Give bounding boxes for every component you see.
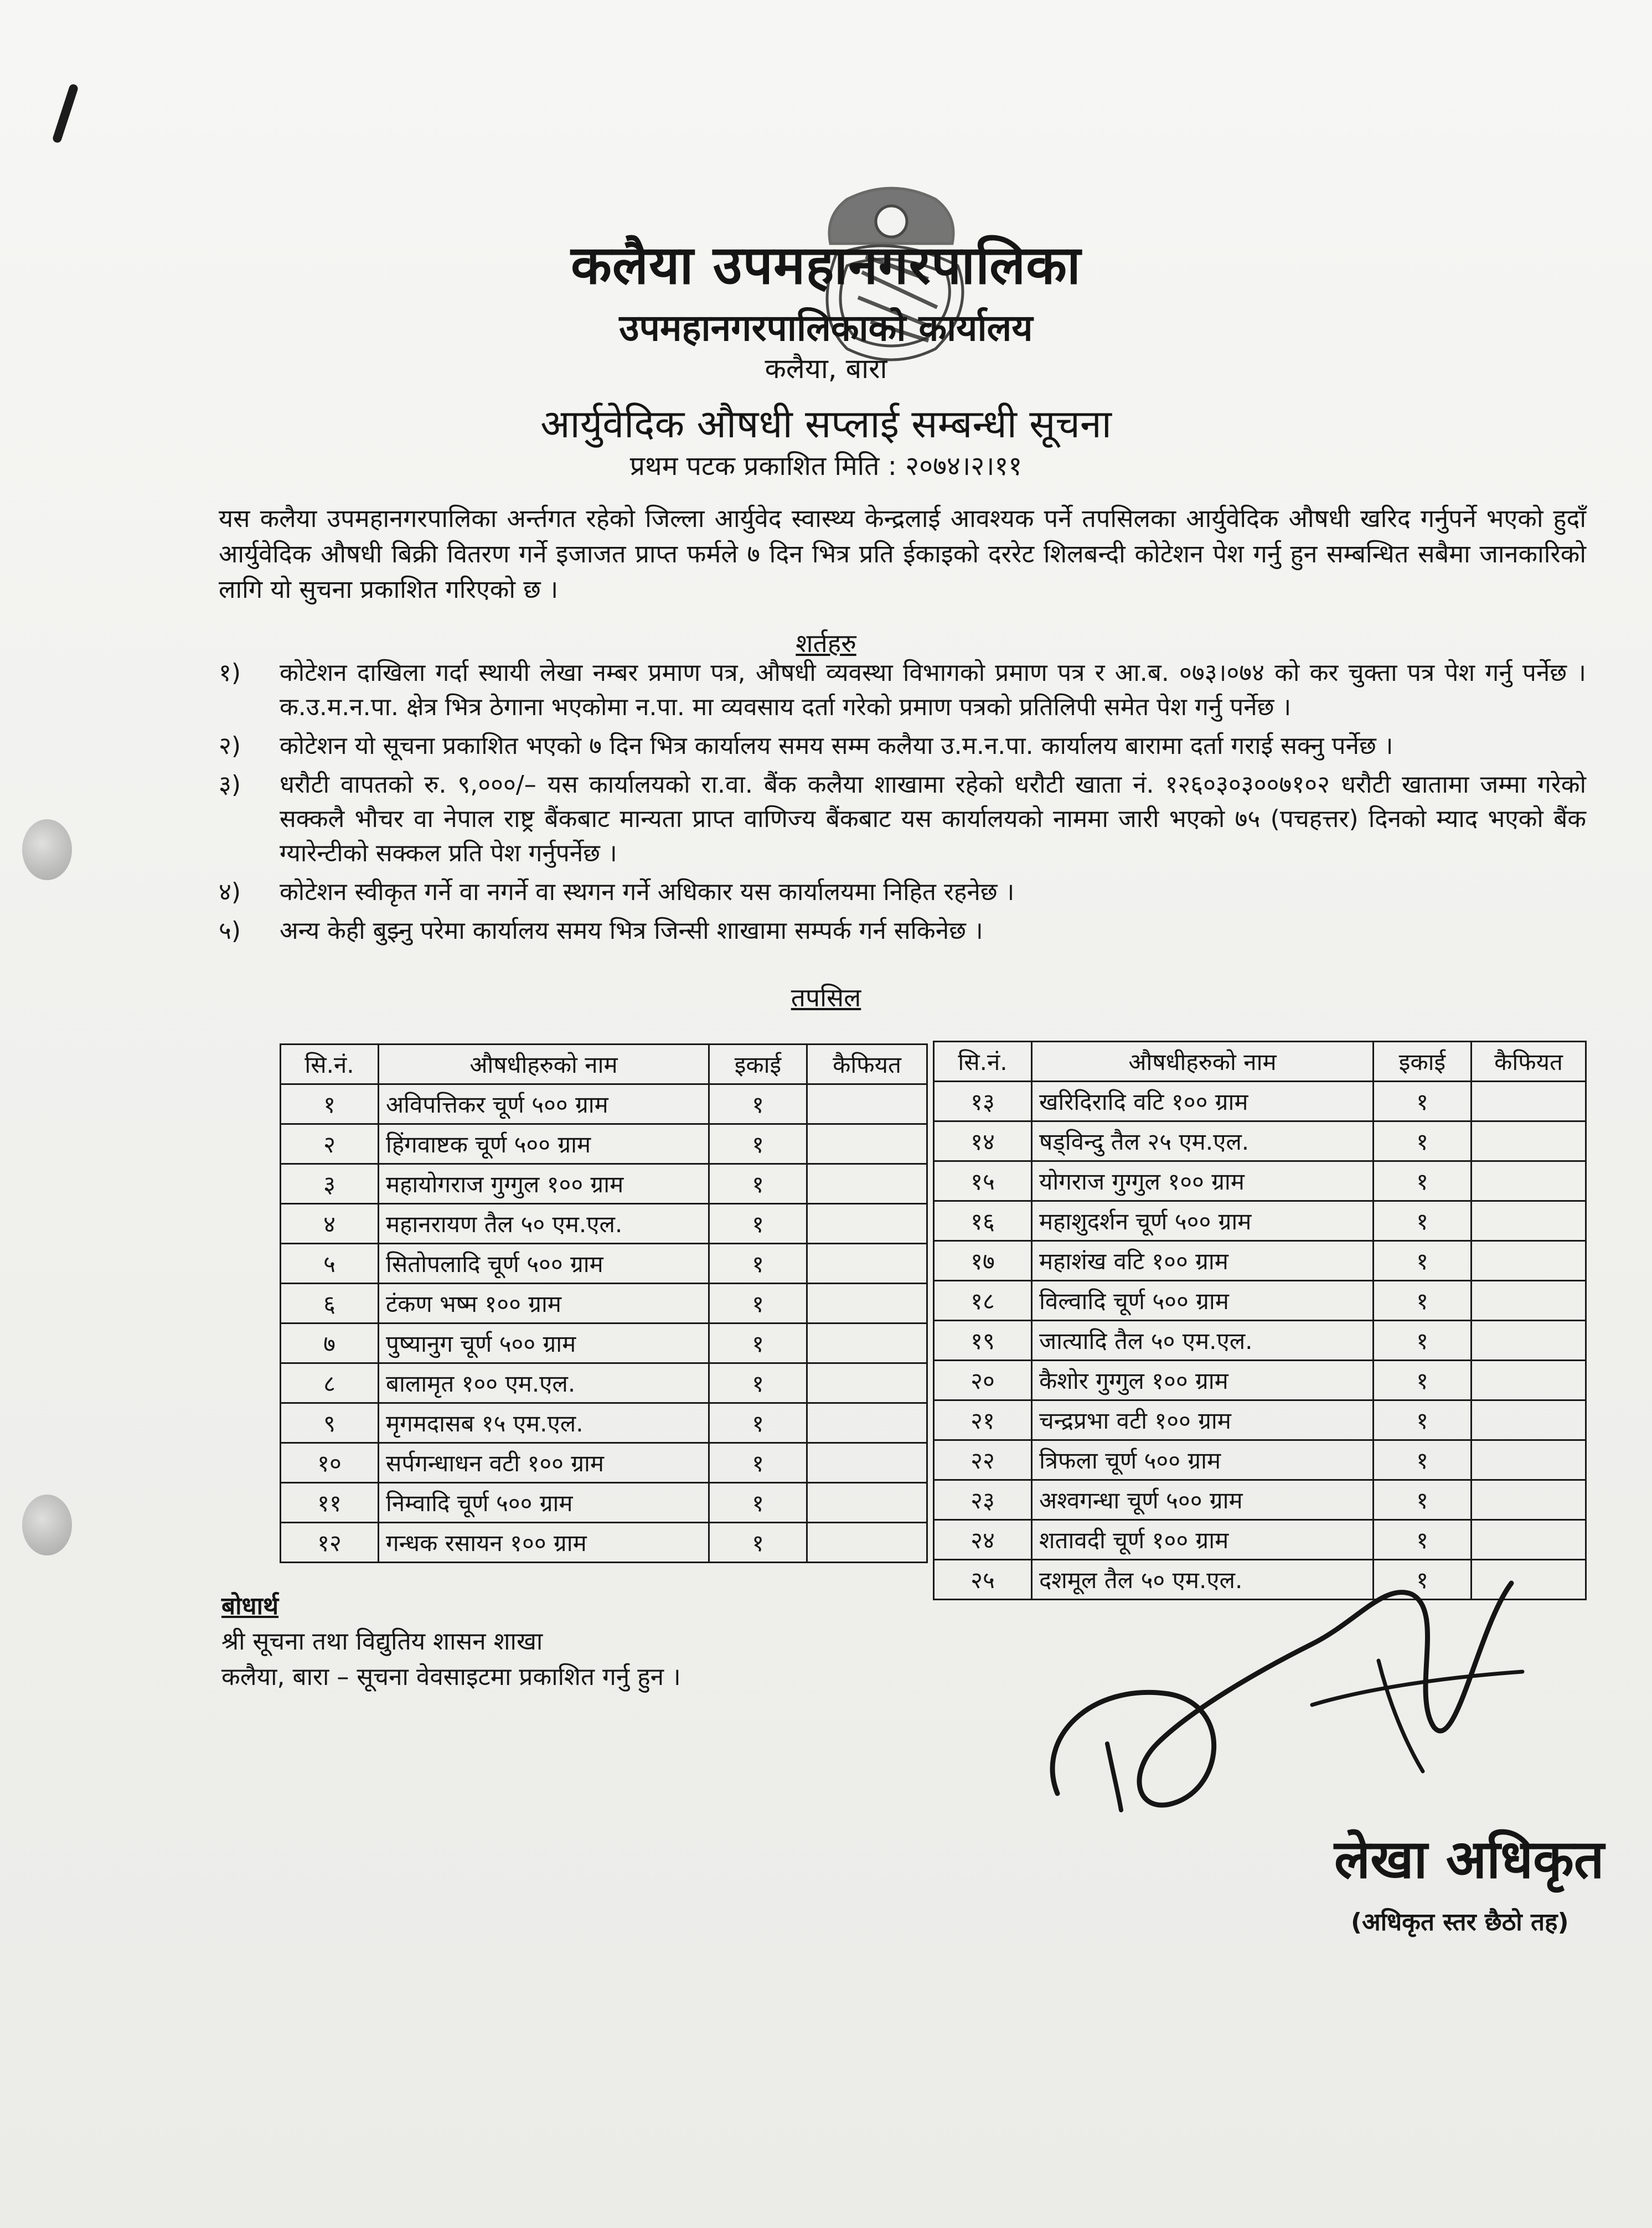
table-row <box>281 1324 927 1363</box>
cell-name: अविपत्तिकर चूर्ण ५०० ग्राम <box>379 1084 709 1124</box>
cell-name: कैशोर गुग्गुल १०० ग्राम <box>1032 1361 1374 1400</box>
header-sn: सि.नं. <box>281 1045 379 1084</box>
cell-name: विल्वादि चूर्ण ५०० ग्राम <box>1032 1281 1374 1321</box>
header-name: औषधीहरुको नाम <box>1032 1042 1374 1082</box>
cell-name: चन्द्रप्रभा वटी १०० ग्राम <box>1032 1400 1374 1440</box>
condition-item <box>219 768 1586 871</box>
cell-name: निम्वादि चूर्ण ५०० ग्राम <box>379 1483 709 1523</box>
cell-remarks <box>1472 1281 1586 1321</box>
condition-number: ४) <box>219 878 241 906</box>
cell-unit: १ <box>709 1124 807 1164</box>
punch-hole-top <box>22 819 72 880</box>
cell-sn: १५ <box>934 1161 1032 1201</box>
cell-remarks <box>1472 1440 1586 1480</box>
cc-line: श्री सूचना तथा विद्युतिय शासन शाखा <box>221 1627 543 1656</box>
cell-remarks <box>1472 1520 1586 1560</box>
cell-sn: ४ <box>281 1204 379 1244</box>
cell-name: त्रिफला चूर्ण ५०० ग्राम <box>1032 1440 1374 1480</box>
condition-text: कोटेशन स्वीकृत गर्ने वा नगर्ने वा स्थगन गर्ने अधिकार यस कार्यालयमा निहित रहनेछ । <box>280 878 1015 906</box>
table-row <box>934 1201 1586 1241</box>
table-row <box>934 1161 1586 1201</box>
table-row <box>281 1124 927 1164</box>
cell-unit: १ <box>1374 1082 1472 1121</box>
cell-sn: १२ <box>281 1523 379 1563</box>
cell-remarks <box>807 1443 927 1483</box>
table-row <box>934 1520 1586 1560</box>
cell-unit: १ <box>709 1284 807 1324</box>
cell-sn: २० <box>934 1361 1032 1400</box>
cell-unit: १ <box>1374 1321 1472 1361</box>
cell-remarks <box>1472 1321 1586 1361</box>
cc-heading: बोधार्थ <box>221 1592 279 1620</box>
cell-remarks <box>807 1284 927 1324</box>
cell-sn: २४ <box>934 1520 1032 1560</box>
cell-sn: २ <box>281 1124 379 1164</box>
cell-name: महाशुदर्शन चूर्ण ५०० ग्राम <box>1032 1201 1374 1241</box>
table-row <box>281 1523 927 1563</box>
signatory-title: लेखा अधिकृत <box>1334 1828 1604 1890</box>
municipality-title: कलैया उपमहानगरपालिका <box>571 234 1081 296</box>
cell-sn: ५ <box>281 1244 379 1284</box>
cell-remarks <box>1472 1161 1586 1201</box>
pen-mark <box>51 83 79 144</box>
cell-remarks <box>807 1523 927 1563</box>
punch-hole-bottom <box>22 1495 72 1555</box>
condition-text: कोटेशन यो सूचना प्रकाशित भएको ७ दिन भित्र कार्यालय समय सम्म कलैया उ.म.न.पा. कार्यालय बारामा दर्ता गराई सक्नु पर्नेछ । <box>280 732 1393 760</box>
cell-sn: १८ <box>934 1281 1032 1321</box>
office-name: उपमहानगरपालिकाको कार्यालय <box>619 307 1033 349</box>
cell-unit: १ <box>1374 1560 1472 1600</box>
cell-unit: १ <box>709 1363 807 1403</box>
cell-name: शतावदी चूर्ण १०० ग्राम <box>1032 1520 1374 1560</box>
cell-name: खरिदिरादि वटि १०० ग्राम <box>1032 1082 1374 1121</box>
table-row <box>281 1204 927 1244</box>
cell-unit: १ <box>1374 1201 1472 1241</box>
condition-number: १) <box>219 659 241 687</box>
condition-number: २) <box>219 732 241 760</box>
table-row <box>934 1121 1586 1161</box>
header-name: औषधीहरुको नाम <box>379 1045 709 1084</box>
cell-sn: ११ <box>281 1483 379 1523</box>
table-row <box>934 1241 1586 1281</box>
office-location: कलैया, बारा <box>765 353 887 385</box>
condition-number: ५) <box>219 917 241 945</box>
conditions-heading: शर्तहरु <box>796 628 856 658</box>
cell-name: षड्विन्दु तैल २५ एम.एल. <box>1032 1121 1374 1161</box>
cell-sn: २३ <box>934 1480 1032 1520</box>
cell-unit: १ <box>709 1084 807 1124</box>
table-row <box>934 1321 1586 1361</box>
cell-sn: १९ <box>934 1321 1032 1361</box>
cell-remarks <box>1472 1241 1586 1281</box>
cell-name: जात्यादि तैल ५० एम.एल. <box>1032 1321 1374 1361</box>
cell-unit: १ <box>1374 1400 1472 1440</box>
cell-sn: ७ <box>281 1324 379 1363</box>
cell-unit: १ <box>1374 1241 1472 1281</box>
condition-number: ३) <box>219 771 241 799</box>
table-row <box>281 1084 927 1124</box>
medicine-table-right <box>933 1041 1587 1600</box>
header-remarks: कैफियत <box>1472 1042 1586 1082</box>
cell-unit: १ <box>709 1204 807 1244</box>
cell-name: महायोगराज गुग्गुल १०० ग्राम <box>379 1164 709 1204</box>
cell-sn: १६ <box>934 1201 1032 1241</box>
table-row <box>281 1443 927 1483</box>
table-row <box>281 1244 927 1284</box>
condition-item <box>219 729 1586 763</box>
cell-remarks <box>1472 1082 1586 1121</box>
cell-unit: १ <box>709 1324 807 1363</box>
cell-name: महाशंख वटि १०० ग्राम <box>1032 1241 1374 1281</box>
cell-sn: १७ <box>934 1241 1032 1281</box>
cell-name: टंकण भष्म १०० ग्राम <box>379 1284 709 1324</box>
table-header-row <box>934 1042 1586 1082</box>
cell-sn: १ <box>281 1084 379 1124</box>
published-date: प्रथम पटक प्रकाशित मिति : २०७४।२।११ <box>629 451 1023 482</box>
medicine-table-left <box>280 1043 928 1563</box>
cell-unit: १ <box>1374 1480 1472 1520</box>
table-row <box>934 1440 1586 1480</box>
cell-sn: १४ <box>934 1121 1032 1161</box>
cell-remarks <box>807 1164 927 1204</box>
table-header-row <box>281 1045 927 1084</box>
notice-subject: आर्युवेदिक औषधी सप्लाई सम्बन्धी सूचना <box>540 401 1112 447</box>
cell-unit: १ <box>709 1403 807 1443</box>
table-row <box>281 1363 927 1403</box>
cell-remarks <box>1472 1400 1586 1440</box>
cell-unit: १ <box>1374 1121 1472 1161</box>
table-row <box>281 1284 927 1324</box>
cell-sn: ८ <box>281 1363 379 1403</box>
condition-text: धरौटी वापतको रु. ९,०००/– यस कार्यालयको रा.वा. बैंक कलैया शाखामा रहेको धरौटी खाता नं. १२६०३०३००७१०२ धरौटी खातामा जम्मा गरेको सक्कलै भौचर वा नेपाल राष्ट्र बैंकबाट मान्यता प्राप्त वाणिज्य बैंकबाट यस कार्यालयको नाममा जारी भएको ७५ (पचहत्तर) दिनको म्याद भएको बैंक ग्यारेन्टीको सक्कल प्रति पेश गर्नुपर्नेछ । <box>280 771 1586 867</box>
cell-remarks <box>807 1483 927 1523</box>
condition-text: कोटेशन दाखिला गर्दा स्थायी लेखा नम्बर प्रमाण पत्र, औषधी व्यवस्था विभागको प्रमाण पत्र र आ.ब. ०७३।०७४ को कर चुक्ता पत्र पेश गर्नु पर्नेछ । क.उ.म.न.पा. क्षेत्र भित्र ठेगाना भएकोमा न.पा. मा व्यवसाय दर्ता गरेको प्रमाण पत्रको प्रतिलिपी समेत पेश गर्नु पर्नेछ । <box>280 659 1586 721</box>
cell-name: महानरायण तैल ५० एम.एल. <box>379 1204 709 1244</box>
cell-remarks <box>1472 1201 1586 1241</box>
condition-text: अन्य केही बुझ्नु परेमा कार्यालय समय भित्र जिन्सी शाखामा सम्पर्क गर्न सकिनेछ । <box>280 917 983 945</box>
cell-unit: १ <box>1374 1361 1472 1400</box>
table-row <box>281 1403 927 1443</box>
cell-unit: १ <box>1374 1520 1472 1560</box>
cell-name: सर्पगन्धाधन वटी १०० ग्राम <box>379 1443 709 1483</box>
condition-item <box>219 914 1586 948</box>
cell-name: योगराज गुग्गुल १०० ग्राम <box>1032 1161 1374 1201</box>
cell-remarks <box>807 1403 927 1443</box>
cell-unit: १ <box>1374 1281 1472 1321</box>
table-row <box>934 1082 1586 1121</box>
cell-name: सितोपलादि चूर्ण ५०० ग्राम <box>379 1244 709 1284</box>
table-row <box>281 1483 927 1523</box>
intro-paragraph: यस कलैया उपमहानगरपालिका अर्न्तगत रहेको जिल्ला आर्युवेद स्वास्थ्य केन्द्रलाई आवश्यक पर्ने तपसिलका आर्युवेदिक औषधी खरिद गर्नुपर्ने भएको हुदाँ आर्युवेदिक औषधी बिक्री वितरण गर्ने इजाजत प्राप्त फर्मले ७ दिन भित्र प्रति ईकाइको दररेट शिलबन्दी कोटेशन पेश गर्नु हुन सम्बन्धित सबैमा जानकारिको लागि यो सुचना प्रकाशित गरिएको छ । <box>219 504 1586 604</box>
table-row <box>934 1281 1586 1321</box>
cell-name: पुष्यानुग चूर्ण ५०० ग्राम <box>379 1324 709 1363</box>
cell-remarks <box>807 1363 927 1403</box>
condition-item <box>219 656 1586 725</box>
signatory-subtitle: (अधिकृत स्तर छैठो तह) <box>1351 1908 1569 1936</box>
cell-remarks <box>807 1204 927 1244</box>
cell-remarks <box>1472 1121 1586 1161</box>
cell-name: अश्वगन्धा चूर्ण ५०० ग्राम <box>1032 1480 1374 1520</box>
cell-sn: २१ <box>934 1400 1032 1440</box>
cell-unit: १ <box>709 1443 807 1483</box>
cell-remarks <box>1472 1480 1586 1520</box>
cell-sn: १३ <box>934 1082 1032 1121</box>
cell-remarks <box>807 1244 927 1284</box>
cell-remarks <box>807 1324 927 1363</box>
cc-line: कलैया, बारा – सूचना वेवसाइटमा प्रकाशित गर्नु हुन । <box>221 1663 681 1691</box>
cell-sn: ९ <box>281 1403 379 1443</box>
condition-item <box>219 875 1586 909</box>
cc-notes <box>221 1589 681 1695</box>
table-row <box>934 1400 1586 1440</box>
cell-remarks <box>807 1084 927 1124</box>
cell-name: मृगमदासब १५ एम.एल. <box>379 1403 709 1443</box>
cell-unit: १ <box>1374 1440 1472 1480</box>
cell-name: गन्धक रसायन १०० ग्राम <box>379 1523 709 1563</box>
conditions-list <box>219 656 1586 953</box>
header-unit: इकाई <box>709 1045 807 1084</box>
cell-name: हिंगवाष्टक चूर्ण ५०० ग्राम <box>379 1124 709 1164</box>
schedule-heading: तपसिल <box>791 983 861 1012</box>
table-row <box>934 1361 1586 1400</box>
cell-remarks <box>1472 1361 1586 1400</box>
cell-name: बालामृत १०० एम.एल. <box>379 1363 709 1403</box>
cell-sn: २२ <box>934 1440 1032 1480</box>
cell-name: दशमूल तैल ५० एम.एल. <box>1032 1560 1374 1600</box>
cell-unit: १ <box>1374 1161 1472 1201</box>
cell-sn: ६ <box>281 1284 379 1324</box>
cell-sn: ३ <box>281 1164 379 1204</box>
cell-sn: २५ <box>934 1560 1032 1600</box>
cell-sn: १० <box>281 1443 379 1483</box>
cell-unit: १ <box>709 1483 807 1523</box>
cell-remarks <box>807 1124 927 1164</box>
cell-unit: १ <box>709 1523 807 1563</box>
table-row <box>281 1164 927 1204</box>
table-row <box>934 1480 1586 1520</box>
header-sn: सि.नं. <box>934 1042 1032 1082</box>
cell-unit: १ <box>709 1244 807 1284</box>
header-unit: इकाई <box>1374 1042 1472 1082</box>
cell-unit: १ <box>709 1164 807 1204</box>
header-remarks: कैफियत <box>807 1045 927 1084</box>
